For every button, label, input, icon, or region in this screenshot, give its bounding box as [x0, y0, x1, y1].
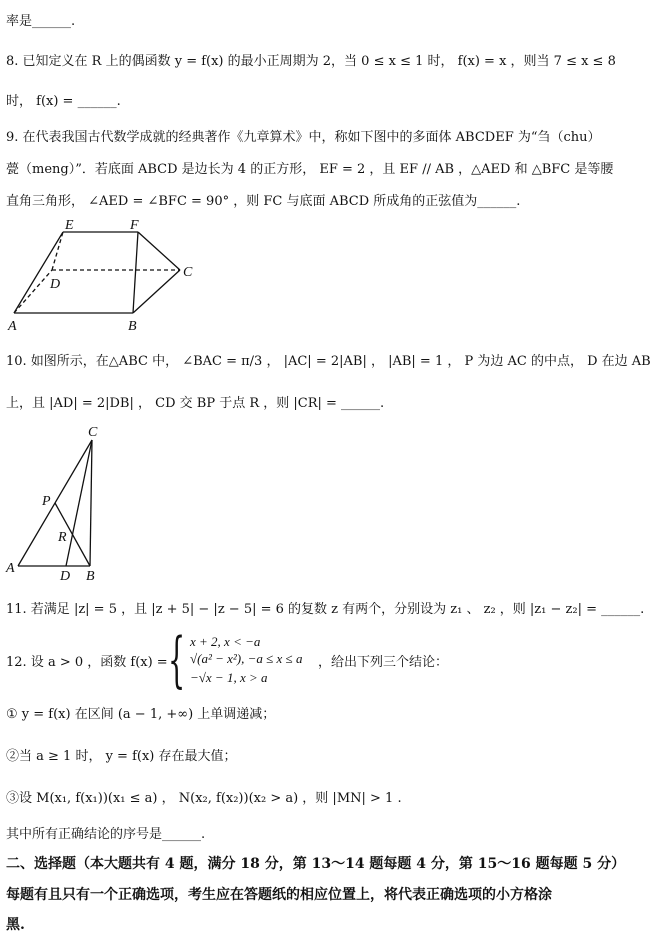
question-9-line-2: 甍（meng）”．若底面 ABCD 是边长为 4 的正方形， EF = 2 ，且 EF // AB ，△AED 和 △BFC 是等腰: [6, 162, 614, 177]
point-label-b: B: [86, 569, 95, 584]
edge-de-hidden: [52, 232, 63, 270]
edge-ad-hidden: [14, 270, 52, 313]
question-9-line-1: 9. 在代表我国古代数学成就的经典著作《九章算术》中，称如下图中的多面体 ABCDEF 为“刍（chu）: [6, 130, 601, 145]
left-brace: {: [168, 625, 186, 695]
text-line-rate: 率是______.: [6, 14, 76, 29]
triangle-figure: [0, 420, 120, 590]
question-8-line-2: 时， f(x) = ______.: [6, 94, 121, 109]
question-9-line-3: 直角三角形， ∠AED = ∠BFC = 90° ，则 FC 与底面 ABCD 所成角的正弦值为______.: [6, 194, 521, 209]
edge-fb: [133, 232, 138, 313]
vertex-label-f: F: [130, 218, 139, 233]
conclusion-2: ②当 a ≥ 1 时， y = f(x) 存在最大值；: [6, 749, 237, 764]
conclusion-3: ③设 M(x₁, f(x₁))(x₁ ≤ a) ， N(x₂, f(x₂))(x₂ > a) ，则 |MN| > 1 .: [6, 791, 402, 806]
section-2-heading: 二、选择题（本大题共有 4 题，满分 18 分，第 13～14 题每题 4 分，第 15～16 题每题 5 分）: [6, 856, 626, 872]
conclusion-1: ① y = f(x) 在区间 (a − 1, +∞) 上单调递减；: [6, 707, 276, 722]
section-2-instructions-2: 黑.: [6, 917, 25, 933]
question-10-line-1: 10. 如图所示，在△ABC 中， ∠BAC = π/3 ， |AC| = 2|AB| ， |AB| = 1 ， P 为边 AC 的中点， D 在边 AB: [6, 354, 651, 369]
conclusion-answer: 其中所有正确结论的序号是______.: [6, 827, 206, 842]
vertex-label-c: C: [183, 265, 193, 280]
vertex-label-d: D: [50, 277, 61, 292]
point-label-a: A: [6, 561, 15, 576]
vertex-label-e: E: [65, 218, 74, 233]
side-cb: [90, 440, 92, 566]
piecewise-row-3: −√x − 1, x > a: [190, 670, 268, 685]
point-label-d: D: [60, 569, 71, 584]
point-label-p: P: [42, 494, 51, 509]
point-label-c: C: [88, 425, 98, 440]
question-8-line-1: 8. 已知定义在 R 上的偶函数 y = f(x) 的最小正周期为 2，当 0 ≤ x ≤ 1 时， f(x) = x ，则当 7 ≤ x ≤ 8: [6, 54, 616, 69]
piecewise-row-1: x + 2, x < −a: [190, 634, 261, 649]
vertex-label-b: B: [128, 319, 137, 334]
question-10-line-2: 上，且 |AD| = 2|DB| ， CD 交 BP 于点 R ，则 |CR| = ______.: [6, 396, 385, 411]
question-12-suffix: ，给出下列三个结论：: [318, 655, 449, 670]
vertex-label-a: A: [8, 319, 17, 334]
question-12-prefix: 12. 设 a > 0 ，函数 f(x) =: [6, 655, 168, 670]
question-11-line: 11. 若满足 |z| = 5 ，且 |z + 5| − |z − 5| = 6 的复数 z 有两个，分别设为 z₁ 、 z₂ ，则 |z₁ − z₂| = ______.: [6, 602, 645, 617]
edge-cb: [133, 270, 180, 313]
section-2-instructions-1: 每题有且只有一个正确选项，考生应在答题纸的相应位置上，将代表正确选项的小方格涂: [6, 887, 552, 903]
edge-ae: [14, 232, 63, 313]
piecewise-row-2: √(a² − x²), −a ≤ x ≤ a: [190, 651, 303, 666]
point-label-r: R: [58, 530, 67, 545]
edge-fc: [138, 232, 180, 270]
polyhedron-figure: [0, 212, 210, 337]
